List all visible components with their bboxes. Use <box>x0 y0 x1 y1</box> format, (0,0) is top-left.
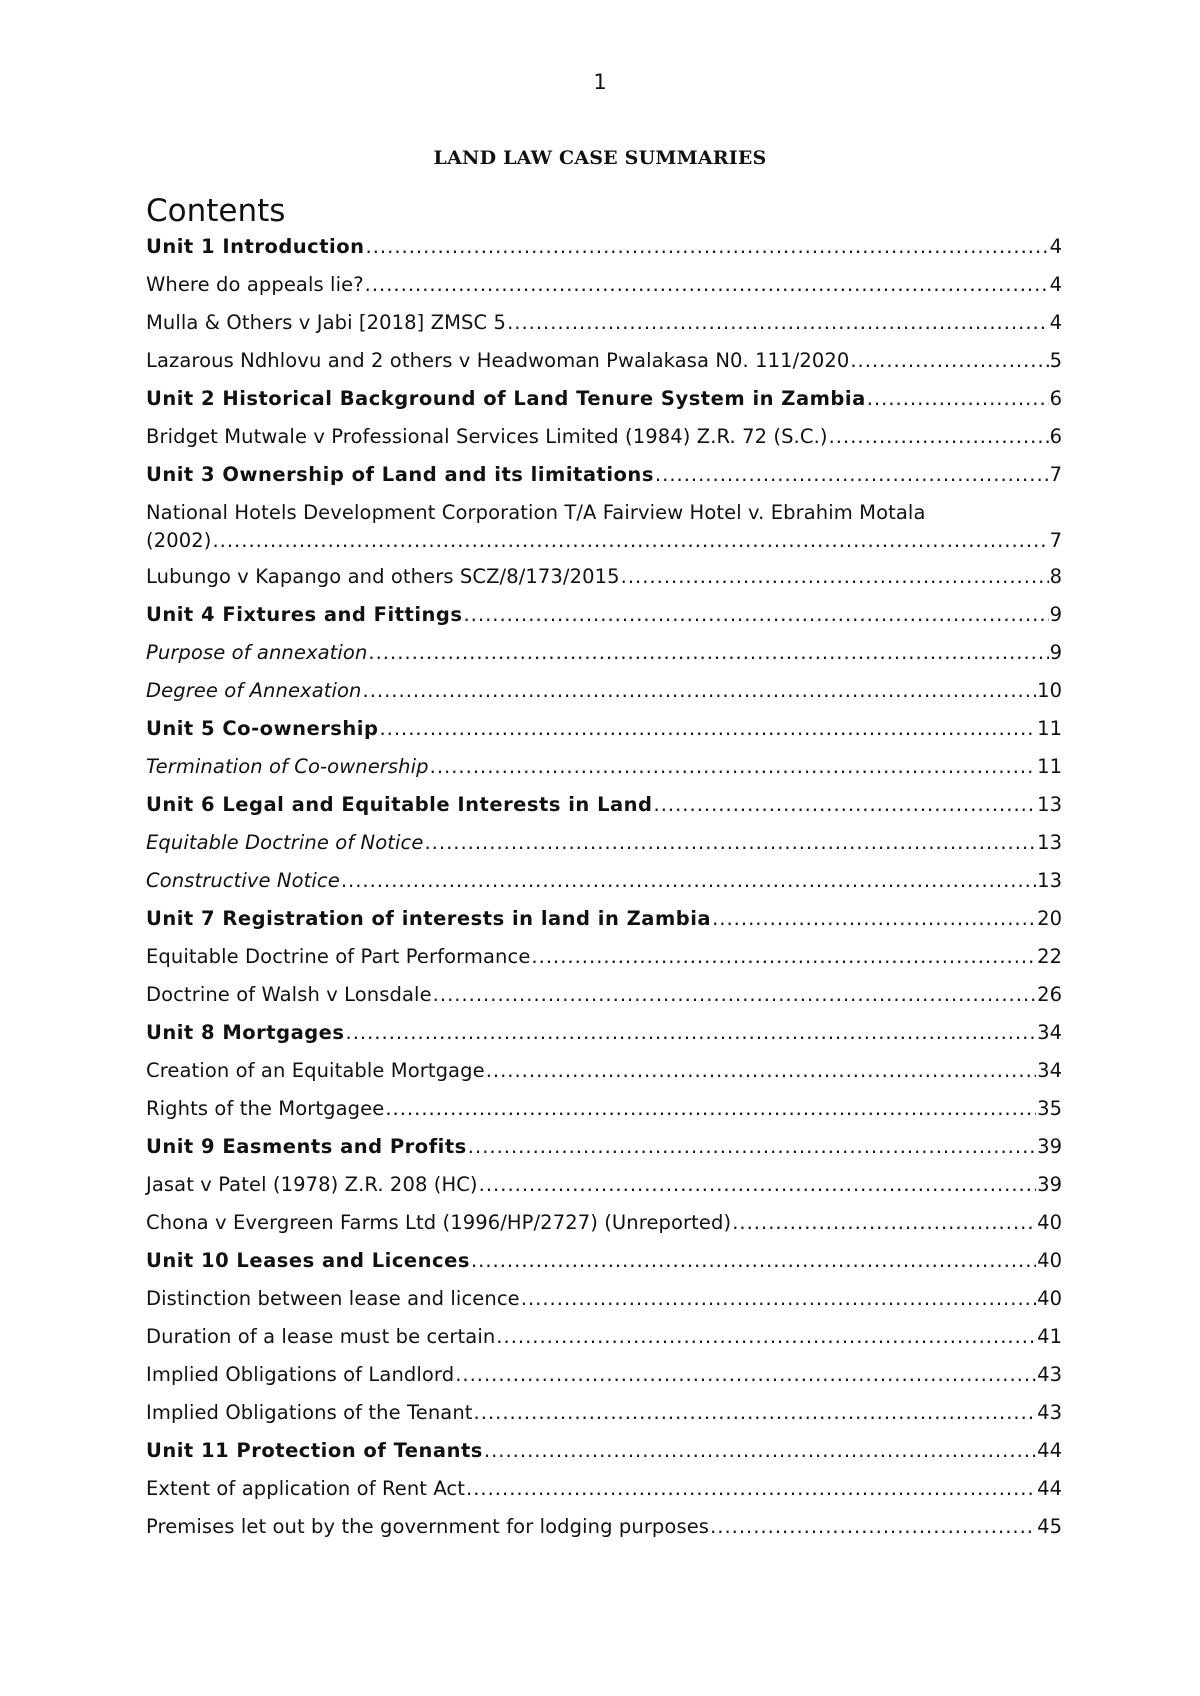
dot-leader <box>654 793 1037 817</box>
dot-leader <box>346 1021 1037 1045</box>
toc-page-number: 20 <box>1037 907 1062 930</box>
dot-leader <box>484 1439 1036 1463</box>
dot-leader <box>365 273 1049 297</box>
toc-entry[interactable] <box>146 831 1062 869</box>
toc-entry-label: Doctrine of Walsh v Lonsdale <box>146 983 432 1006</box>
toc-entry-unit-6[interactable] <box>146 793 1062 831</box>
dot-leader <box>430 755 1037 779</box>
dot-leader <box>867 387 1049 411</box>
toc-entry-unit-2[interactable] <box>146 387 1062 425</box>
toc-page-number: 11 <box>1037 717 1062 740</box>
toc-entry[interactable] <box>146 1097 1062 1135</box>
toc-page-number: 34 <box>1037 1021 1062 1044</box>
toc-entry-unit-3[interactable] <box>146 463 1062 501</box>
toc-page-number: 44 <box>1037 1477 1062 1500</box>
toc-page-number: 39 <box>1037 1135 1062 1158</box>
toc-page-number: 22 <box>1037 945 1062 968</box>
toc-entry-label: Jasat v Patel (1978) Z.R. 208 (HC) <box>146 1173 478 1196</box>
toc-entry[interactable] <box>146 311 1062 349</box>
dot-leader <box>710 1515 1036 1539</box>
toc-entry-label: Lubungo v Kapango and others SCZ/8/173/2015 <box>146 565 620 588</box>
toc-entry[interactable] <box>146 945 1062 983</box>
toc-entry-label: Purpose of annexation <box>146 641 368 664</box>
dot-leader <box>521 1287 1036 1311</box>
toc-entry-unit-5[interactable] <box>146 717 1062 755</box>
toc-entry-label: Chona v Evergreen Farms Ltd (1996/HP/2727) (Unreported) <box>146 1211 732 1234</box>
contents-heading: Contents <box>146 193 286 229</box>
toc-page-number: 40 <box>1037 1249 1062 1272</box>
toc-entry-label: Constructive Notice <box>146 869 340 892</box>
toc-entry-label: Termination of Co-ownership <box>146 755 429 778</box>
toc-page-number: 10 <box>1037 679 1062 702</box>
dot-leader <box>496 1325 1036 1349</box>
toc-entry-label: Equitable Doctrine of Notice <box>146 831 424 854</box>
toc-entry[interactable] <box>146 1059 1062 1097</box>
toc-entry-label: Lazarous Ndhlovu and 2 others v Headwoman Pwalakasa N0. 111/2020 <box>146 349 850 372</box>
toc-entry-label: Rights of the Mortgagee <box>146 1097 385 1120</box>
toc-page-number: 34 <box>1037 1059 1062 1082</box>
dot-leader <box>479 1173 1037 1197</box>
toc-page-number: 13 <box>1037 831 1062 854</box>
toc-entry-unit-8[interactable] <box>146 1021 1062 1059</box>
document-title: LAND LAW CASE SUMMARIES <box>433 147 767 169</box>
toc-entry-label: Equitable Doctrine of Part Performance <box>146 945 531 968</box>
toc-page-number: 43 <box>1037 1401 1062 1424</box>
toc-entry-label: Unit 4 Fixtures and Fittings <box>146 603 463 626</box>
dot-leader <box>363 679 1037 703</box>
toc-page-number: 43 <box>1037 1363 1062 1386</box>
dot-leader <box>531 945 1036 969</box>
dot-leader <box>486 1059 1036 1083</box>
dot-leader <box>424 831 1036 855</box>
toc-page-number: 13 <box>1037 869 1062 892</box>
toc-entry-unit-9[interactable] <box>146 1135 1062 1173</box>
toc-entry[interactable] <box>146 1325 1062 1363</box>
toc-entry[interactable] <box>146 273 1062 311</box>
toc-page-number: 26 <box>1037 983 1062 1006</box>
toc-entry[interactable] <box>146 679 1062 717</box>
toc-page-number: 7 <box>1049 463 1062 486</box>
toc-page-number: 5 <box>1049 349 1062 372</box>
toc-entry-label: Unit 7 Registration of interests in land in Zambia <box>146 907 712 930</box>
toc-entry[interactable] <box>146 983 1062 1021</box>
toc-page-number: 4 <box>1049 311 1062 334</box>
toc-page-number: 13 <box>1037 793 1062 816</box>
toc-page-number: 44 <box>1037 1439 1062 1462</box>
toc-entry-label: Bridget Mutwale v Professional Services Limited (1984) Z.R. 72 (S.C.) <box>146 425 828 448</box>
dot-leader <box>621 565 1049 589</box>
toc-page-number: 7 <box>1049 529 1062 552</box>
toc-page-number: 40 <box>1037 1287 1062 1310</box>
toc-entry-label: Duration of a lease must be certain <box>146 1325 496 1348</box>
toc-entry-label: Unit 10 Leases and Licences <box>146 1249 470 1272</box>
toc-entry-label: Unit 8 Mortgages <box>146 1021 345 1044</box>
dot-leader <box>829 425 1049 449</box>
toc-entry-label: Unit 2 Historical Background of Land Tenure System in Zambia <box>146 387 866 410</box>
dot-leader <box>507 311 1049 335</box>
toc-entry-unit-1[interactable] <box>146 235 1062 273</box>
dot-leader <box>433 983 1037 1007</box>
toc-entry-label: Implied Obligations of the Tenant <box>146 1401 473 1424</box>
dot-leader <box>366 235 1049 259</box>
dot-leader <box>466 1477 1036 1501</box>
toc-entry-label: Unit 9 Easments and Profits <box>146 1135 467 1158</box>
toc-entry-label: Unit 11 Protection of Tenants <box>146 1439 483 1462</box>
toc-page-number: 11 <box>1037 755 1062 778</box>
dot-leader <box>379 717 1036 741</box>
dot-leader <box>732 1211 1036 1235</box>
toc-page-number: 9 <box>1049 603 1062 626</box>
toc-entry[interactable] <box>146 755 1062 793</box>
toc-page-number: 6 <box>1049 425 1062 448</box>
toc-entry[interactable] <box>146 1515 1062 1553</box>
toc-entry-unit-11[interactable] <box>146 1439 1062 1477</box>
toc-entry[interactable] <box>146 501 1062 565</box>
toc-entry-label: National Hotels Development Corporation T/A Fairview Hotel v. Ebrahim Motala <box>146 501 926 524</box>
toc-page-number: 40 <box>1037 1211 1062 1234</box>
toc-entry-label: Mulla & Others v Jabi [2018] ZMSC 5 <box>146 311 507 334</box>
table-of-contents <box>146 235 1062 1553</box>
toc-entry[interactable] <box>146 349 1062 387</box>
dot-leader <box>712 907 1036 931</box>
toc-page-number: 8 <box>1049 565 1062 588</box>
toc-entry-unit-7[interactable] <box>146 907 1062 945</box>
toc-entry-label: Unit 3 Ownership of Land and its limitations <box>146 463 654 486</box>
toc-entry-unit-10[interactable] <box>146 1249 1062 1287</box>
toc-entry-label: Distinction between lease and licence <box>146 1287 520 1310</box>
toc-entry-label: Unit 1 Introduction <box>146 235 365 258</box>
toc-entry[interactable] <box>146 1477 1062 1515</box>
toc-page-number: 35 <box>1037 1097 1062 1120</box>
toc-page-number: 6 <box>1049 387 1062 410</box>
toc-entry-label: Unit 5 Co-ownership <box>146 717 379 740</box>
toc-entry-label: Unit 6 Legal and Equitable Interests in Land <box>146 793 653 816</box>
dot-leader <box>468 1135 1036 1159</box>
dot-leader <box>455 1363 1036 1387</box>
toc-entry-label: Premises let out by the government for lodging purposes <box>146 1515 710 1538</box>
toc-entry-label: Implied Obligations of Landlord <box>146 1363 455 1386</box>
toc-page-number: 45 <box>1037 1515 1062 1538</box>
dot-leader <box>655 463 1049 487</box>
toc-page-number: 39 <box>1037 1173 1062 1196</box>
toc-entry[interactable] <box>146 641 1062 679</box>
dot-leader <box>463 603 1048 627</box>
toc-entry-label: Where do appeals lie? <box>146 273 364 296</box>
toc-entry[interactable] <box>146 869 1062 907</box>
dot-leader <box>341 869 1036 893</box>
toc-entry[interactable] <box>146 425 1062 463</box>
toc-entry[interactable] <box>146 1211 1062 1249</box>
toc-page-number: 4 <box>1049 273 1062 296</box>
toc-entry[interactable] <box>146 1287 1062 1325</box>
dot-leader <box>368 641 1048 665</box>
toc-page-number: 41 <box>1037 1325 1062 1348</box>
toc-page-number: 4 <box>1049 235 1062 258</box>
toc-entry[interactable] <box>146 1401 1062 1439</box>
toc-entry-label: Extent of application of Rent Act <box>146 1477 465 1500</box>
dot-leader <box>474 1401 1037 1425</box>
dot-leader <box>471 1249 1036 1273</box>
toc-entry[interactable] <box>146 1173 1062 1211</box>
dot-leader <box>212 529 1048 553</box>
toc-entry-label: Degree of Annexation <box>146 679 362 702</box>
page-number: 1 <box>593 70 607 94</box>
dot-leader <box>385 1097 1036 1121</box>
toc-entry[interactable] <box>146 1363 1062 1401</box>
toc-entry-unit-4[interactable] <box>146 603 1062 641</box>
toc-entry-label: Creation of an Equitable Mortgage <box>146 1059 485 1082</box>
toc-entry-label-continued: (2002) <box>146 529 212 552</box>
dot-leader <box>850 349 1048 373</box>
toc-entry[interactable] <box>146 565 1062 603</box>
toc-page-number: 9 <box>1049 641 1062 664</box>
